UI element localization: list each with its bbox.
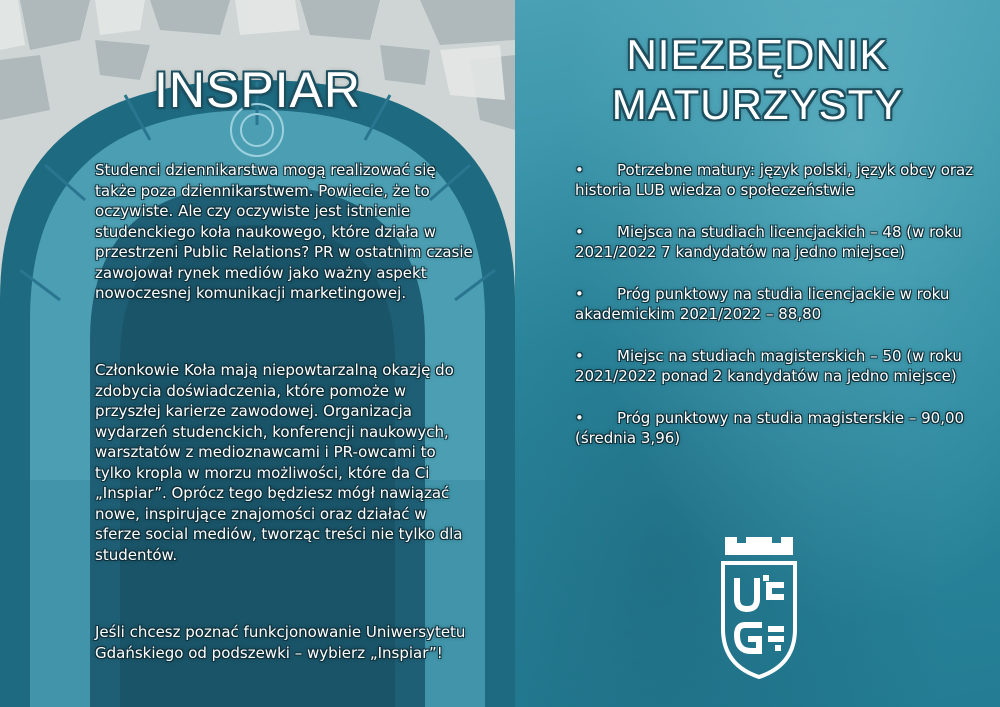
niezbednik-panel [515, 0, 1000, 707]
fact-item [575, 222, 975, 262]
fact-text: Próg punktowy na studia licencjackie w roku akademickim 2021/2022 – 88,80 [575, 285, 950, 323]
fact-text: Miejsca na studiach licencjackich – 48 (w roku 2021/2022 7 kandydatów na jedno miejsce) [575, 223, 962, 261]
bullet: • [575, 285, 584, 303]
inspiar-title: INSPIAR [153, 62, 362, 118]
fact-text: Potrzebne matury: język polski, język obcy oraz historia LUB wiedza o społeczeństwie [575, 161, 974, 199]
niezbednik-title [515, 30, 1000, 130]
title-line-1: NIEZBĘDNIK [626, 31, 889, 78]
fact-text: Próg punktowy na studia magisterskie – 90,00 (średnia 3,96) [575, 409, 965, 447]
closing-paragraph: Jeśli chcesz poznać funkcjonowanie Uniwersytetu Gdańskiego od podszewki – wybierz „Inspiar”! [95, 623, 466, 662]
fact-item [575, 160, 975, 200]
bullet: • [575, 409, 584, 427]
title-line-2: MATURZYSTY [611, 81, 904, 128]
bullet: • [575, 347, 584, 365]
fact-item [575, 408, 975, 448]
bullet: • [575, 223, 584, 241]
members-paragraph: Członkowie Koła mają niepowtarzalną okazję do zdobycia doświadczenia, które pomoże w przyszłej karierze zawodowej. Organizacja wydarzeń studenckich, konferencji naukowych, warsztatów z medioznawcami i PR-owcami to tylko kropla w morzu możliwości, które da Ci „Inspiar”. Oprócz tego będziesz mógł nawiązać nowe, inspirujące znajomości oraz działać w sferze social mediów, tworząc treści nie tylko dla studentów. [95, 361, 463, 564]
intro-paragraph: Studenci dziennikarstwa mogą realizować się także poza dziennikarstwem. Powiecie, że to oczywiste. Ale czy oczywiste jest istnienie studenckiego koła naukowego, które działa w przestrzeni Public Relations? PR w ostatnim czasie zawojował rynek mediów jako ważny aspekt nowoczesnej komunikacji marketingowej. [95, 161, 473, 302]
ug-university-logo-icon [719, 533, 799, 679]
fact-item [575, 346, 975, 386]
facts-list [575, 160, 975, 470]
fact-text: Miejsc na studiach magisterskich – 50 (w roku 2021/2022 ponad 2 kandydatów na jedno miejsce) [575, 347, 962, 385]
fact-item [575, 284, 975, 324]
bullet: • [575, 161, 584, 179]
